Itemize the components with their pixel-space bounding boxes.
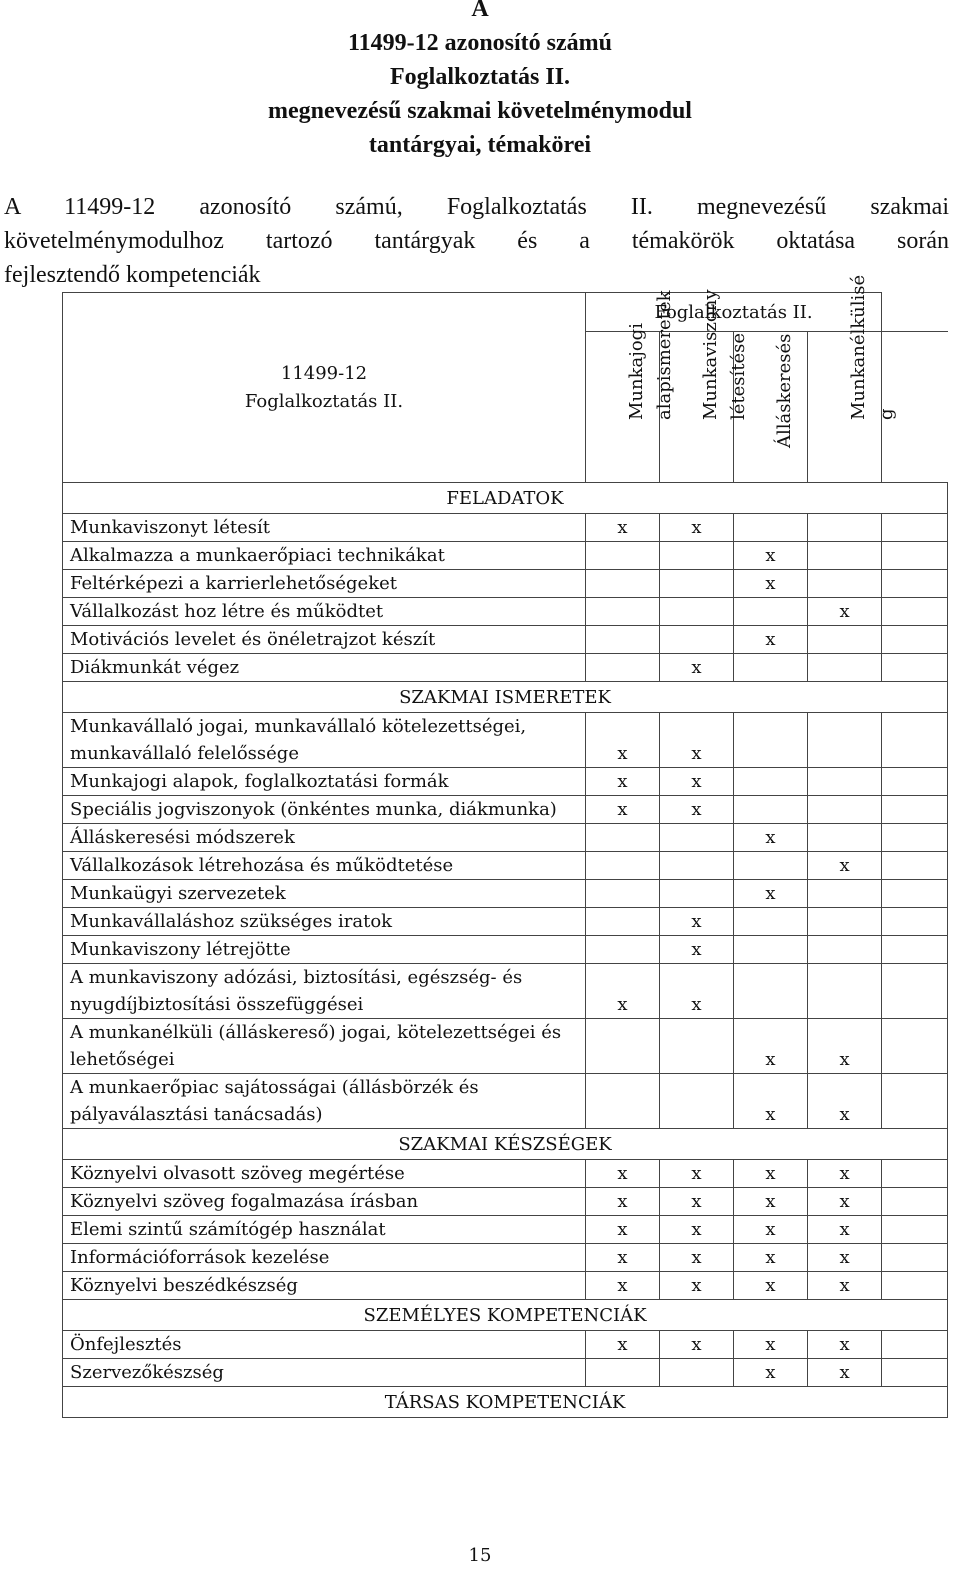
table-row	[63, 570, 948, 598]
mark-cell: x	[734, 880, 808, 908]
row-label: Álláskeresési módszerek	[63, 824, 586, 852]
mark-cell: x	[586, 514, 660, 542]
mark-cell: x	[734, 1244, 808, 1272]
padding-cell	[882, 654, 948, 682]
table-row	[63, 796, 948, 824]
table-row	[63, 964, 948, 1019]
column-header-text	[845, 275, 901, 420]
mark-cell	[660, 570, 734, 598]
mark-cell: x	[734, 824, 808, 852]
mark-cell: x	[808, 1160, 882, 1188]
mark-cell	[586, 908, 660, 936]
padding-cell	[882, 514, 948, 542]
mark-cell: x	[586, 1331, 660, 1359]
mark-cell	[660, 880, 734, 908]
mark-cell: x	[660, 654, 734, 682]
padding-cell	[882, 1331, 948, 1359]
mark-cell: x	[586, 1188, 660, 1216]
mark-cell: x	[660, 514, 734, 542]
padding-cell	[882, 1272, 948, 1300]
padding-cell	[882, 542, 948, 570]
column-header-line: Munkajogi	[625, 323, 647, 420]
mark-cell	[586, 626, 660, 654]
mark-cell: x	[808, 1331, 882, 1359]
mark-cell	[808, 964, 882, 1019]
corner-module-id: 11499-12	[280, 362, 368, 384]
column-header-line: Munkanélkülisé	[847, 274, 869, 420]
mark-cell: x	[734, 1188, 808, 1216]
table-row	[63, 908, 948, 936]
section-title: FELADATOK	[63, 483, 948, 514]
mark-cell	[586, 852, 660, 880]
mark-cell: x	[660, 1244, 734, 1272]
section-title: SZAKMAI KÉSZSÉGEK	[63, 1129, 948, 1160]
table-corner-cell	[63, 293, 586, 483]
mark-cell: x	[586, 768, 660, 796]
row-label: Munkavállaláshoz szükséges iratok	[63, 908, 586, 936]
intro-line-3: fejlesztendő kompetenciák	[4, 262, 261, 288]
section-header-row	[63, 483, 948, 514]
row-label: Munkaviszonyt létesít	[63, 514, 586, 542]
column-header-3	[734, 332, 808, 483]
mark-cell: x	[734, 542, 808, 570]
mark-cell	[808, 796, 882, 824]
mark-cell	[808, 824, 882, 852]
mark-cell	[808, 713, 882, 768]
mark-cell	[586, 1359, 660, 1387]
mark-cell: x	[660, 1160, 734, 1188]
table-row	[63, 626, 948, 654]
table-row	[63, 936, 948, 964]
column-group-header: Foglalkoztatás II.	[586, 293, 882, 332]
row-label: Speciális jogviszonyok (önkéntes munka, diákmunka)	[63, 796, 586, 824]
mark-cell: x	[808, 598, 882, 626]
table-row	[63, 880, 948, 908]
column-header-4	[808, 274, 897, 483]
mark-cell	[586, 1019, 660, 1074]
heading-module-name: Foglalkoztatás II.	[390, 64, 570, 90]
padding-cell	[882, 1160, 948, 1188]
table-row	[63, 1272, 948, 1300]
column-header-line: g	[875, 408, 897, 420]
mark-cell	[734, 852, 808, 880]
mark-cell: x	[586, 1216, 660, 1244]
mark-cell: x	[660, 768, 734, 796]
mark-cell: x	[808, 1244, 882, 1272]
row-label: Diákmunkát végez	[63, 654, 586, 682]
mark-cell: x	[734, 1216, 808, 1244]
row-label: Vállalkozások létrehozása és működtetése	[63, 852, 586, 880]
heading-letter: A	[471, 0, 489, 22]
competency-table	[62, 274, 948, 1418]
mark-cell: x	[734, 1019, 808, 1074]
mark-cell	[660, 852, 734, 880]
padding-cell	[882, 908, 948, 936]
page-number: 15	[468, 1545, 492, 1566]
table-row	[63, 1359, 948, 1387]
padding-cell	[882, 1244, 948, 1272]
table-row	[63, 713, 948, 768]
mark-cell	[734, 654, 808, 682]
row-label: A munkaviszony adózási, biztosítási, egészség- és nyugdíjbiztosítási összefüggései	[63, 964, 586, 1019]
heading-module-type: megnevezésű szakmai követelménymodul	[268, 98, 692, 124]
mark-cell	[734, 713, 808, 768]
table-row	[63, 542, 948, 570]
row-label: Vállalkozást hoz létre és működtet	[63, 598, 586, 626]
padding-cell	[882, 824, 948, 852]
mark-cell: x	[808, 852, 882, 880]
section-header-row	[63, 1300, 948, 1331]
table-row	[63, 852, 948, 880]
table-row	[63, 1074, 948, 1129]
row-label: Elemi szintű számítógép használat	[63, 1216, 586, 1244]
mark-cell	[660, 824, 734, 852]
table-row	[63, 654, 948, 682]
mark-cell: x	[660, 796, 734, 824]
mark-cell	[586, 936, 660, 964]
mark-cell: x	[808, 1216, 882, 1244]
padding-cell	[882, 880, 948, 908]
mark-cell: x	[808, 1188, 882, 1216]
table-row	[63, 598, 948, 626]
padding-cell	[882, 964, 948, 1019]
section-title: SZEMÉLYES KOMPETENCIÁK	[63, 1300, 948, 1331]
intro-paragraph	[4, 190, 949, 292]
row-label: Köznyelvi szöveg fogalmazása írásban	[63, 1188, 586, 1216]
mark-cell: x	[660, 713, 734, 768]
mark-cell	[660, 626, 734, 654]
intro-line-1: A 11499-12 azonosító számú, Foglalkoztatás II. megnevezésű szakmai	[4, 194, 949, 220]
padding-cell	[882, 1216, 948, 1244]
row-label: Szervezőkészség	[63, 1359, 586, 1387]
table-row	[63, 824, 948, 852]
section-header-row	[63, 682, 948, 713]
mark-cell	[808, 654, 882, 682]
padding-cell	[882, 936, 948, 964]
padding-cell	[882, 852, 948, 880]
mark-cell	[660, 598, 734, 626]
mark-cell	[808, 936, 882, 964]
row-label: Alkalmazza a munkaerőpiaci technikákat	[63, 542, 586, 570]
section-header-row	[63, 1387, 948, 1418]
row-label: Köznyelvi olvasott szöveg megértése	[63, 1160, 586, 1188]
row-label: Önfejlesztés	[63, 1331, 586, 1359]
padding-cell	[882, 1359, 948, 1387]
mark-cell: x	[734, 626, 808, 654]
padding-cell	[882, 570, 948, 598]
table-row	[63, 1331, 948, 1359]
section-title: SZAKMAI ISMERETEK	[63, 682, 948, 713]
mark-cell: x	[734, 1160, 808, 1188]
column-header-text	[771, 334, 799, 448]
mark-cell: x	[586, 1272, 660, 1300]
mark-cell	[808, 768, 882, 796]
mark-cell	[660, 1019, 734, 1074]
intro-line-2: követelménymodulhoz tartozó tantárgyak és a témakörök oktatása során	[4, 228, 949, 254]
mark-cell	[734, 768, 808, 796]
mark-cell	[808, 908, 882, 936]
row-label: Munkaügyi szervezetek	[63, 880, 586, 908]
mark-cell	[808, 514, 882, 542]
mark-cell	[586, 880, 660, 908]
mark-cell: x	[660, 1188, 734, 1216]
heading-module-id: 11499-12 azonosító számú	[348, 30, 612, 56]
mark-cell	[586, 570, 660, 598]
mark-cell: x	[586, 964, 660, 1019]
mark-cell	[586, 654, 660, 682]
mark-cell: x	[808, 1019, 882, 1074]
row-label: A munkaerőpiac sajátosságai (állásbörzék és pályaválasztási tanácsadás)	[63, 1074, 586, 1129]
mark-cell: x	[586, 713, 660, 768]
mark-cell: x	[660, 964, 734, 1019]
mark-cell	[660, 1074, 734, 1129]
section-title: TÁRSAS KOMPETENCIÁK	[63, 1387, 948, 1418]
row-label: Köznyelvi beszédkészség	[63, 1272, 586, 1300]
table-row	[63, 1244, 948, 1272]
padding-cell	[882, 796, 948, 824]
mark-cell	[586, 598, 660, 626]
mark-cell	[586, 542, 660, 570]
column-header-line: Munkaviszony	[699, 289, 721, 420]
mark-cell	[808, 626, 882, 654]
mark-cell: x	[734, 1272, 808, 1300]
mark-cell: x	[734, 1331, 808, 1359]
mark-cell: x	[586, 1244, 660, 1272]
corner-module-name: Foglalkoztatás II.	[244, 390, 404, 412]
mark-cell	[734, 964, 808, 1019]
row-label: Munkavállaló jogai, munkavállaló kötelezettségei, munkavállaló felelőssége	[63, 713, 586, 768]
mark-cell: x	[660, 936, 734, 964]
mark-cell	[734, 796, 808, 824]
padding-cell	[882, 1074, 948, 1129]
padding-cell	[882, 626, 948, 654]
column-header-line: alapismeretek	[653, 290, 675, 420]
table-row	[63, 1216, 948, 1244]
table-row	[63, 768, 948, 796]
mark-cell: x	[808, 1074, 882, 1129]
mark-cell	[586, 824, 660, 852]
mark-cell	[586, 1074, 660, 1129]
table-row	[63, 1019, 948, 1074]
row-label: Munkaviszony létrejötte	[63, 936, 586, 964]
mark-cell	[660, 1359, 734, 1387]
row-label: A munkanélküli (álláskereső) jogai, kötelezettségei és lehetőségei	[63, 1019, 586, 1074]
mark-cell	[734, 908, 808, 936]
mark-cell	[808, 570, 882, 598]
section-header-row	[63, 1129, 948, 1160]
mark-cell	[734, 598, 808, 626]
mark-cell	[808, 880, 882, 908]
row-label: Feltérképezi a karrierlehetőségeket	[63, 570, 586, 598]
mark-cell: x	[808, 1272, 882, 1300]
padding-cell	[882, 598, 948, 626]
table-row	[63, 514, 948, 542]
mark-cell	[660, 542, 734, 570]
column-header-1	[586, 290, 675, 483]
column-header-line: Álláskeresés	[773, 333, 795, 448]
mark-cell: x	[734, 570, 808, 598]
mark-cell	[734, 514, 808, 542]
mark-cell	[808, 542, 882, 570]
mark-cell: x	[734, 1074, 808, 1129]
mark-cell: x	[660, 1216, 734, 1244]
padding-cell	[882, 768, 948, 796]
table-row	[63, 1160, 948, 1188]
mark-cell: x	[660, 908, 734, 936]
heading-subject: tantárgyai, témakörei	[368, 132, 592, 158]
padding-cell	[882, 1019, 948, 1074]
mark-cell: x	[586, 1160, 660, 1188]
row-label: Munkajogi alapok, foglalkoztatási formák	[63, 768, 586, 796]
mark-cell: x	[808, 1359, 882, 1387]
row-label: Motivációs levelet és önéletrajzot készít	[63, 626, 586, 654]
mark-cell: x	[660, 1331, 734, 1359]
column-header-line: létesítése	[727, 332, 749, 420]
mark-cell: x	[586, 796, 660, 824]
padding-cell	[882, 1188, 948, 1216]
mark-cell: x	[660, 1272, 734, 1300]
padding-cell	[882, 713, 948, 768]
mark-cell: x	[734, 1359, 808, 1387]
row-label: Információforrások kezelése	[63, 1244, 586, 1272]
mark-cell	[734, 936, 808, 964]
table-row	[63, 1188, 948, 1216]
